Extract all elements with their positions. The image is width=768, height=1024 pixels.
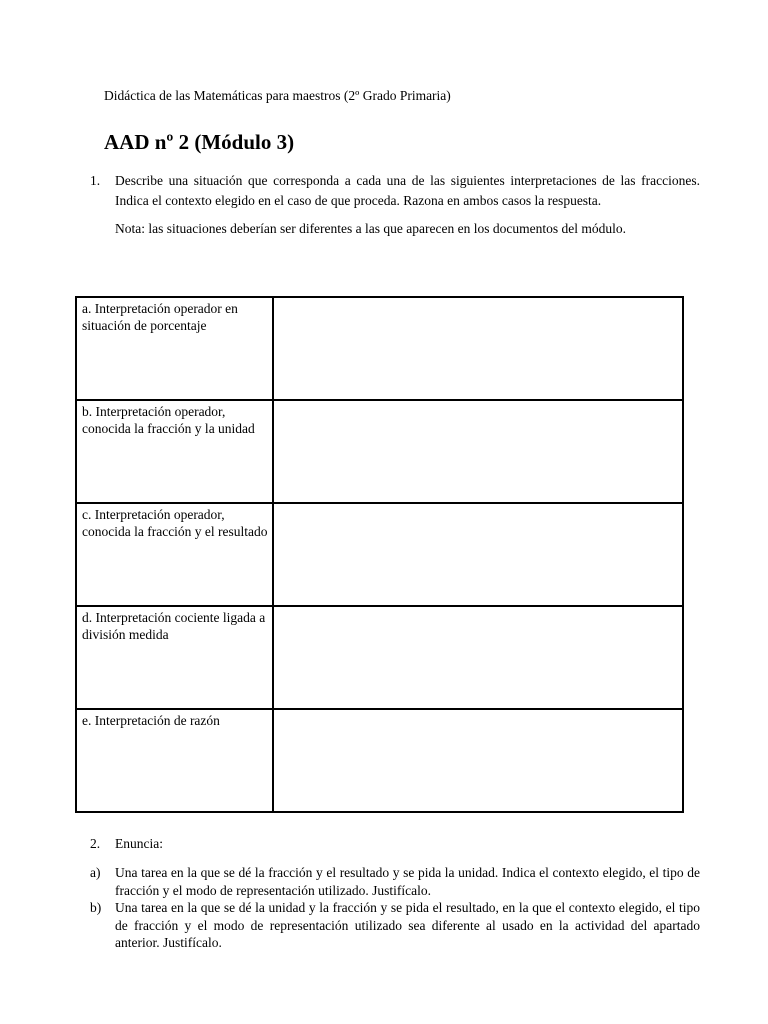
question-1 — [90, 171, 700, 239]
item-letter-b: b) — [90, 900, 102, 915]
list-item — [90, 864, 700, 899]
row-label-d: d. Interpretación cociente ligada a división medida — [76, 606, 273, 709]
question-2 — [90, 834, 700, 854]
table-row — [76, 606, 683, 709]
question-1-text: Describe una situación que corresponda a cada una de las siguientes interpretaciones de las fracciones. Indica el contexto elegido en el caso de que proceda. Razona en ambos casos la respuesta. — [115, 173, 700, 208]
row-label-b: b. Interpretación operador, conocida la fracción y la unidad — [76, 400, 273, 503]
answer-cell-e[interactable] — [273, 709, 683, 812]
question-1-number: 1. — [90, 173, 101, 188]
table-row — [76, 297, 683, 400]
item-text-b: Una tarea en la que se dé la unidad y la fracción y se pida el resultado, en la que el contexto elegido, el tipo de fracción y el modo de representación utilizado sea diferente al usado en la actividad del apartado anterior. Justifícalo. — [115, 900, 700, 950]
answer-cell-b[interactable] — [273, 400, 683, 503]
row-label-c: c. Interpretación operador, conocida la fracción y el resultado — [76, 503, 273, 606]
row-label-e: e. Interpretación de razón — [76, 709, 273, 812]
item-letter-a: a) — [90, 865, 101, 880]
table-row — [76, 709, 683, 812]
question-2-text: Enuncia: — [115, 836, 163, 851]
course-header: Didáctica de las Matemáticas para maestros (2º Grado Primaria) — [104, 88, 451, 103]
answer-cell-c[interactable] — [273, 503, 683, 606]
question-2-items — [90, 864, 700, 952]
interpretations-table — [75, 296, 684, 813]
document-title: AAD nº 2 (Módulo 3) — [104, 130, 295, 154]
question-2-number: 2. — [90, 836, 101, 851]
item-text-a: Una tarea en la que se dé la fracción y el resultado y se pida la unidad. Indica el contexto elegido, el tipo de fracción y el modo de representación utilizado. Justifícalo. — [115, 865, 700, 898]
answer-cell-d[interactable] — [273, 606, 683, 709]
row-label-a: a. Interpretación operador en situación de porcentaje — [76, 297, 273, 400]
question-1-note: Nota: las situaciones deberían ser diferentes a las que aparecen en los documentos del módulo. — [115, 221, 626, 236]
answer-cell-a[interactable] — [273, 297, 683, 400]
table-row — [76, 503, 683, 606]
table-row — [76, 400, 683, 503]
list-item — [90, 899, 700, 952]
